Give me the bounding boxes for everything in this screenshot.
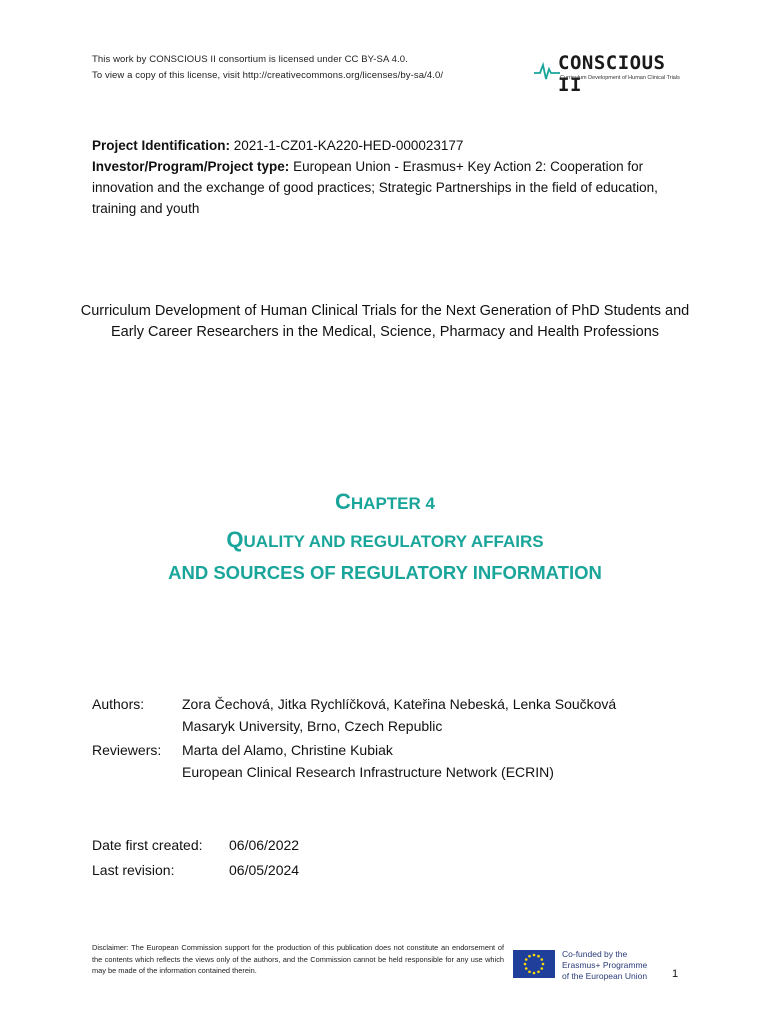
logo-title: CONSCIOUS II xyxy=(558,52,666,96)
page-number: 1 xyxy=(672,968,679,980)
curriculum-title: Curriculum Development of Human Clinical Trials for the Next Generation of PhD Students and Early Career Researchers in the Medical, Science, Pharmacy and Health Professions xyxy=(80,303,690,340)
license-line-1: This work by CONSCIOUS II consortium is licensed under CC BY-SA 4.0. xyxy=(92,54,408,65)
eu-stars-icon xyxy=(513,950,555,978)
chapter-title-line-2: AND SOURCES OF REGULATORY INFORMATION xyxy=(168,562,602,583)
title-rest: UALITY AND REGULATORY AFFAIRS xyxy=(243,532,544,551)
authors-affiliation: Masaryk University, Brno, Czech Republic xyxy=(182,718,443,734)
last-revision-value: 06/05/2024 xyxy=(229,862,300,878)
cofund-line-3: of the European Union xyxy=(562,971,648,981)
title-initial: Q xyxy=(226,527,244,552)
heartbeat-icon xyxy=(534,60,560,82)
date-created-label: Date first created: xyxy=(92,837,203,853)
date-created-value: 06/06/2022 xyxy=(229,837,300,853)
chapter-initial: C xyxy=(335,489,351,514)
conscious-logo xyxy=(534,52,680,96)
cofund-line-2: Erasmus+ Programme xyxy=(562,960,648,970)
license-line-2: To view a copy of this license, visit http://creativecommons.org/licenses/by-sa/4.0/ xyxy=(92,70,444,81)
eu-flag-icon xyxy=(513,950,555,978)
chapter-rest: HAPTER 4 xyxy=(350,494,435,513)
chapter-number xyxy=(0,489,770,515)
logo-subtitle: Curriculum Development of Human Clinical Trials xyxy=(560,75,680,81)
disclaimer: Disclaimer: The European Commission support for the production of this publication does not constitute an endorsement of the contents which reflects the views only of the authors, and the Commission cannot be held responsible for any use which may be made of the information contained therein. xyxy=(92,943,504,975)
project-info xyxy=(92,135,692,219)
chapter-title-line-1 xyxy=(0,527,770,553)
reviewers-affiliation: European Clinical Research Infrastructure Network (ECRIN) xyxy=(182,764,554,780)
cofunded-text xyxy=(562,949,647,982)
authors-block xyxy=(182,693,616,737)
project-type xyxy=(92,156,692,219)
project-id-value: 2021-1-CZ01-KA220-HED-000023177 xyxy=(230,138,464,153)
project-identification xyxy=(92,135,692,156)
reviewers-block xyxy=(182,739,554,783)
project-type-label: Investor/Program/Project type: xyxy=(92,159,290,174)
authors-names: Zora Čechová, Jitka Rychlíčková, Kateřina Nebeská, Lenka Součková xyxy=(182,696,617,712)
project-type-value: European Union - Erasmus+ Key Action 2: Cooperation for innovation and the exchange of good practices; Strategic Partnerships in the field of education, training and youth xyxy=(92,159,658,216)
authors-label: Authors: xyxy=(92,696,145,712)
reviewers-label: Reviewers: xyxy=(92,742,162,758)
cofund-line-1: Co-funded by the xyxy=(562,949,628,959)
reviewers-names: Marta del Alamo, Christine Kubiak xyxy=(182,742,393,758)
project-id-label: Project Identification: xyxy=(92,138,231,153)
license-notice xyxy=(92,52,443,84)
last-revision-label: Last revision: xyxy=(92,862,175,878)
